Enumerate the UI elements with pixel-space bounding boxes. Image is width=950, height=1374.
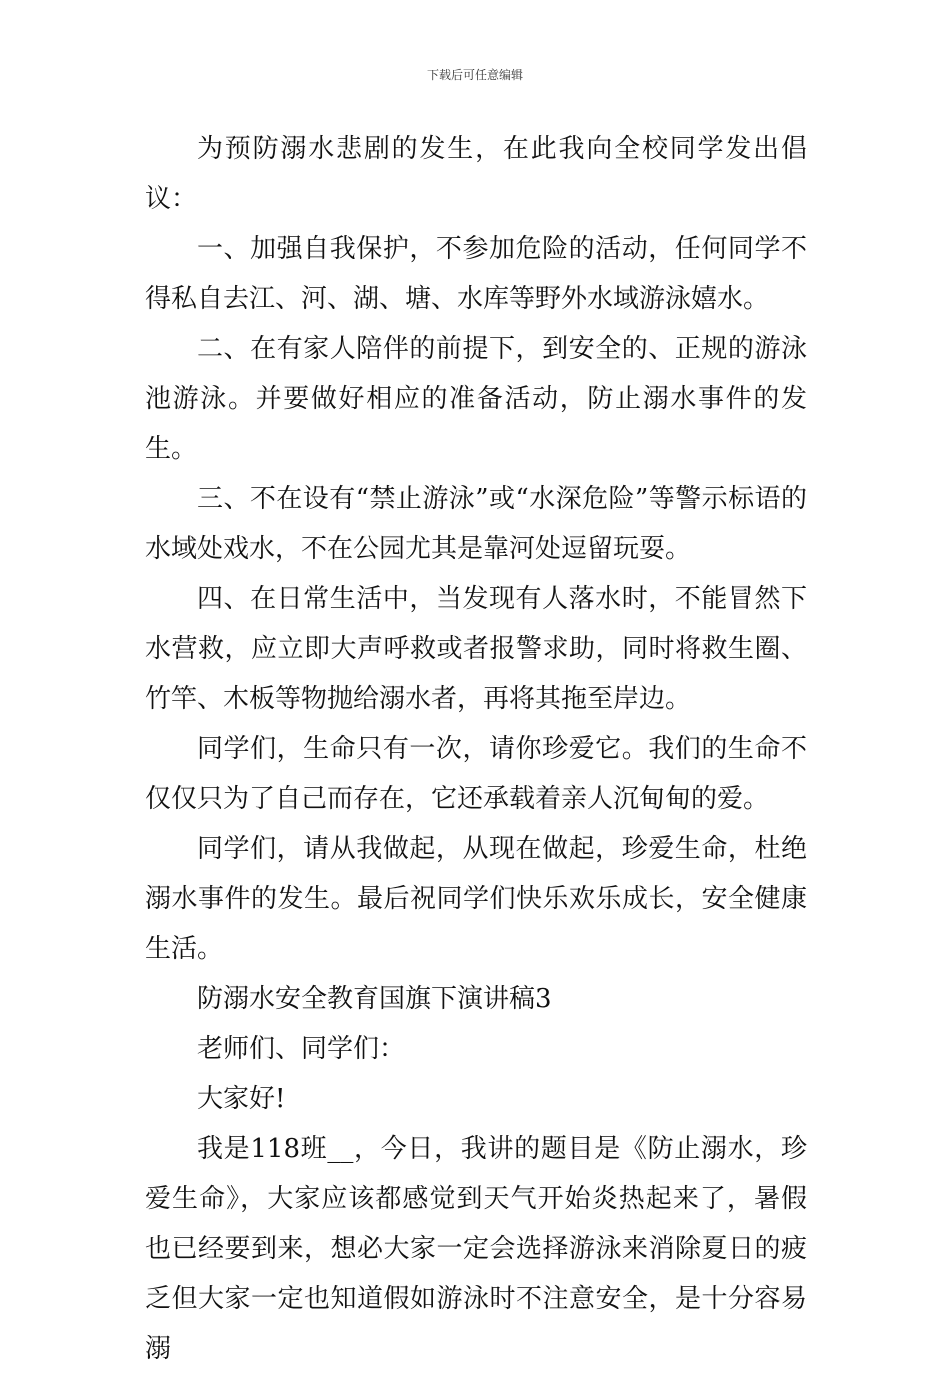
paragraph-point-two: 二、在有家人陪伴的前提下，到安全的、正规的游泳池游泳。并要做好相应的准备活动，防止溺水事件的发生。 [145, 334, 807, 464]
paragraph-salutation: 老师们、同学们： [197, 1034, 406, 1064]
paragraph-point-three: 三、不在设有“禁止游泳”或“水深危险”等警示标语的水域处戏水，不在公园尤其是靠河处逗留玩耍。 [145, 484, 807, 564]
section-title: 防溺水安全教育国旗下演讲稿3 [197, 984, 552, 1014]
document-body [145, 124, 807, 1374]
paragraph-point-one: 一、加强自我保护，不参加危险的活动，任何同学不得私自去江、河、湖、塘、水库等野外水域游泳嬉水。 [145, 234, 807, 314]
paragraph-closing-wish: 同学们，请从我做起，从现在做起，珍爱生命，杜绝溺水事件的发生。最后祝同学们快乐欢乐成长，安全健康生活。 [145, 834, 807, 964]
paragraph-greeting: 大家好! [197, 1084, 286, 1114]
page-header: 下载后可任意编辑 [426, 68, 523, 82]
paragraph-cherish-life: 同学们，生命只有一次，请你珍爱它。我们的生命不仅仅只为了自己而存在，它还承载着亲人沉甸甸的爱。 [145, 734, 807, 814]
paragraph-proposal-intro: 为预防溺水悲剧的发生，在此我向全校同学发出倡议： [145, 134, 807, 214]
paragraph-speech-intro: 我是118班__，今日，我讲的题目是《防止溺水，珍爱生命》，大家应该都感觉到天气开始炎热起来了，暑假也已经要到来，想必大家一定会选择游泳来消除夏日的疲乏但大家一定也知道假如游泳时不注意安全，是十分容易溺 [145, 1134, 807, 1364]
paragraph-point-four: 四、在日常生活中，当发现有人落水时，不能冒然下水营救，应立即大声呼救或者报警求助，同时将救生圈、竹竿、木板等物抛给溺水者，再将其拖至岸边。 [145, 584, 807, 714]
